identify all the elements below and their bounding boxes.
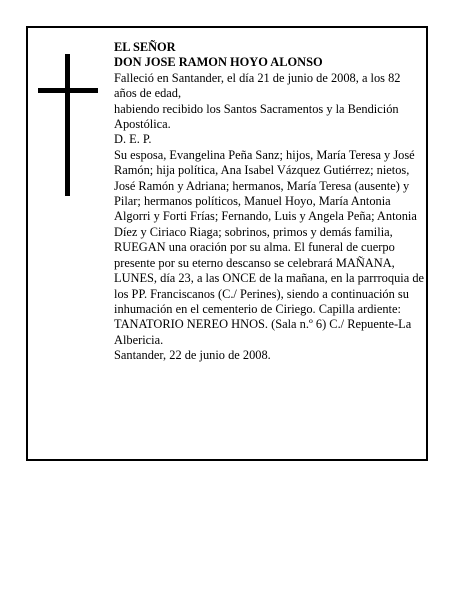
cross-horizontal-bar	[38, 88, 98, 93]
cross-icon	[38, 54, 98, 196]
obituary-text	[114, 40, 424, 364]
dep-line: D. E. P.	[114, 132, 152, 147]
date-line: Santander, 22 de junio de 2008.	[114, 348, 271, 363]
funeral-details: RUEGAN una oración por su alma. El funeral de cuerpo presente por su eterno descanso se celebrará MAÑANA, LUNES, día 23, a las ONCE de la mañana, en la parrroquia de los PP. Franciscanos (C./ Perines), siendo a continuación su inhumación en el cementerio de Ciriego. Capilla ardiente: TANATORIO NEREO HNOS. (Sala n.º 6) C./ Repuente-La Albericia.	[114, 240, 425, 347]
notice-title: EL SEÑOR	[114, 40, 176, 54]
family-list: Su esposa, Evangelina Peña Sanz; hijos, María Teresa y José Ramón; hija política, Ana Isabel Vázquez Gutiérrez; nietos, José Ramón y Adriana; hermanos, María Teresa (ausente) y Pilar; hermanos políticos, Manuel Hoyo, María Antonia Algorri y Forti Frías; Fernando, Luis y Angela Peña; Antonia Díez y Ciriaco Riaga; sobrinos, primos y demás familia,	[114, 147, 417, 239]
deceased-name: DON JOSE RAMON HOYO ALONSO	[114, 55, 323, 70]
sacraments-line: habiendo recibido los Santos Sacramentos y la Bendición Apostólica.	[114, 101, 399, 132]
death-announcement: Falleció en Santander, el día 21 de junio de 2008, a los 82 años de edad,	[114, 70, 401, 101]
cross-vertical-bar	[65, 54, 70, 196]
